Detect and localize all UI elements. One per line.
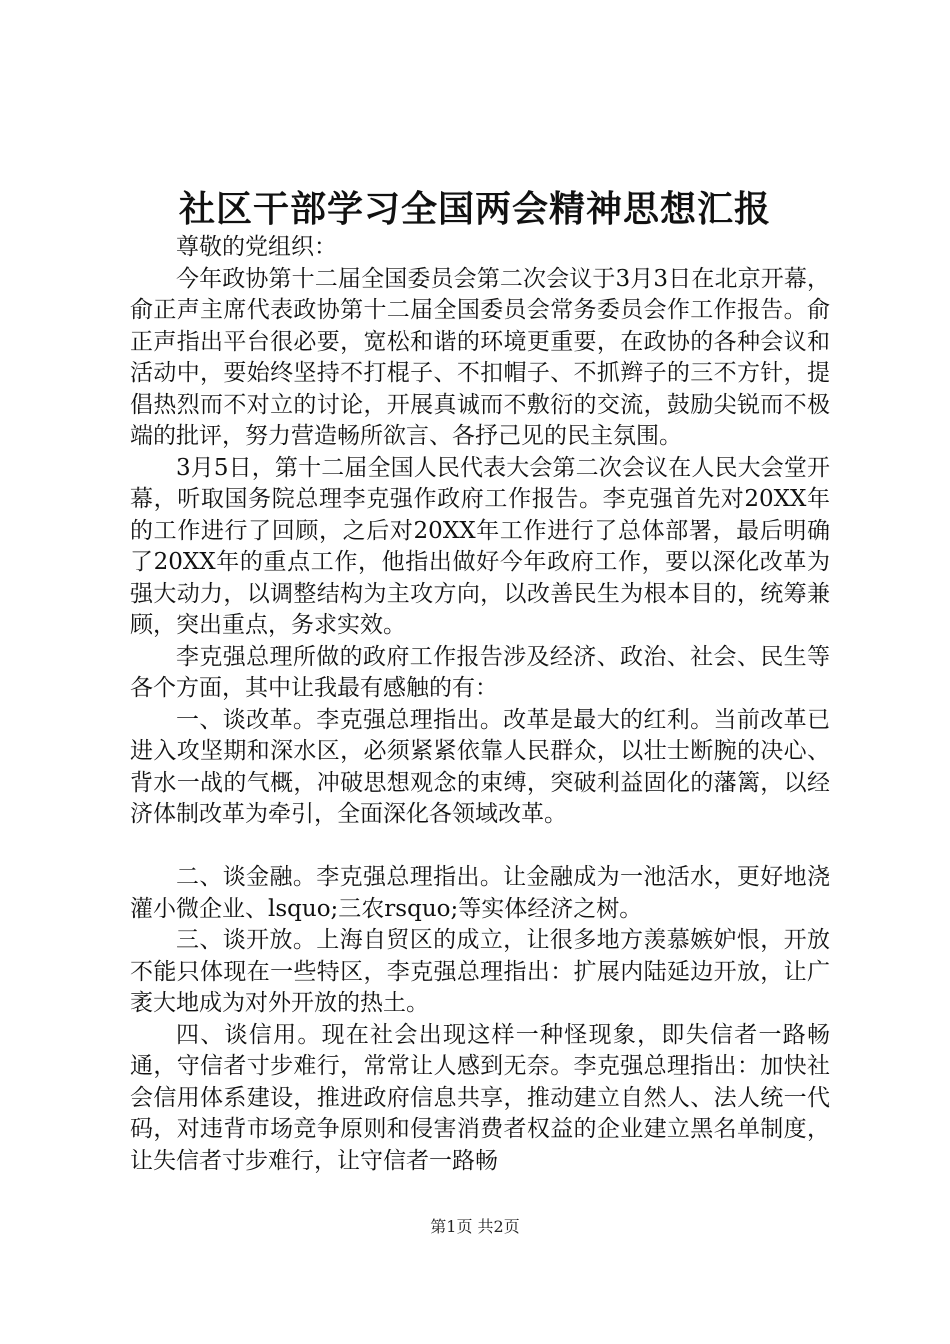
- paragraph-reform: 一、谈改革。李克强总理指出。改革是最大的红利。当前改革已进入攻坚期和深水区，必须紧紧依靠人民群众，以壮士断腕的决心、背水一战的气概，冲破思想观念的束缚，突破利益固化的藩篱，以经济体制改革为牵引，全面深化各领域改革。: [130, 706, 830, 827]
- paragraph-credit: 四、谈信用。现在社会出现这样一种怪现象，即失信者一路畅通，守信者寸步难行，常常让人感到无奈。李克强总理指出：加快社会信用体系建设，推进政府信息共享，推动建立自然人、法人统一代码，对违背市场竞争原则和侵害消费者权益的企业建立黑名单制度，让失信者寸步难行，让守信者一路畅: [130, 1021, 830, 1174]
- document-title: 社区干部学习全国两会精神思想汇报: [178, 188, 771, 230]
- page-number: 第1页 共2页: [430, 1217, 520, 1236]
- paragraph-finance: 二、谈金融。李克强总理指出。让金融成为一池活水，更好地浇灌小微企业、lsquo;三农rsquo;等实体经济之树。: [130, 864, 830, 922]
- paragraph-report-intro: 李克强总理所做的政府工作报告涉及经济、政治、社会、民生等各个方面，其中让我最有感触的有：: [130, 643, 830, 701]
- greeting: 尊敬的党组织：: [176, 234, 337, 260]
- paragraph-npc: 3月5日，第十二届全国人民代表大会第二次会议在人民大会堂开幕，听取国务院总理李克强作政府工作报告。李克强首先对20XX年的工作进行了回顾，之后对20XX年工作进行了总体部署，最后明确了20XX年的重点工作，他指出做好今年政府工作，要以深化改革为强大动力，以调整结构为主攻方向，以改善民生为根本目的，统筹兼顾，突出重点，务求实效。: [130, 454, 830, 638]
- document-body: [130, 232, 830, 1177]
- paragraph-opening: 三、谈开放。上海自贸区的成立，让很多地方羡慕嫉妒恨，开放不能只体现在一些特区，李克强总理指出：扩展内陆延边开放，让广袤大地成为对外开放的热土。: [130, 927, 830, 1016]
- paragraph-cppcc: 今年政协第十二届全国委员会第二次会议于3月3日在北京开幕，俞正声主席代表政协第十二届全国委员会常务委员会作工作报告。俞正声指出平台很必要，宽松和谐的环境更重要，在政协的各种会议和活动中，要始终坚持不打棍子、不扣帽子、不抓辫子的三不方针，提倡热烈而不对立的讨论，开展真诚而不敷衍的交流，鼓励尖锐而不极端的批评，努力营造畅所欲言、各抒己见的民主氛围。: [130, 265, 830, 449]
